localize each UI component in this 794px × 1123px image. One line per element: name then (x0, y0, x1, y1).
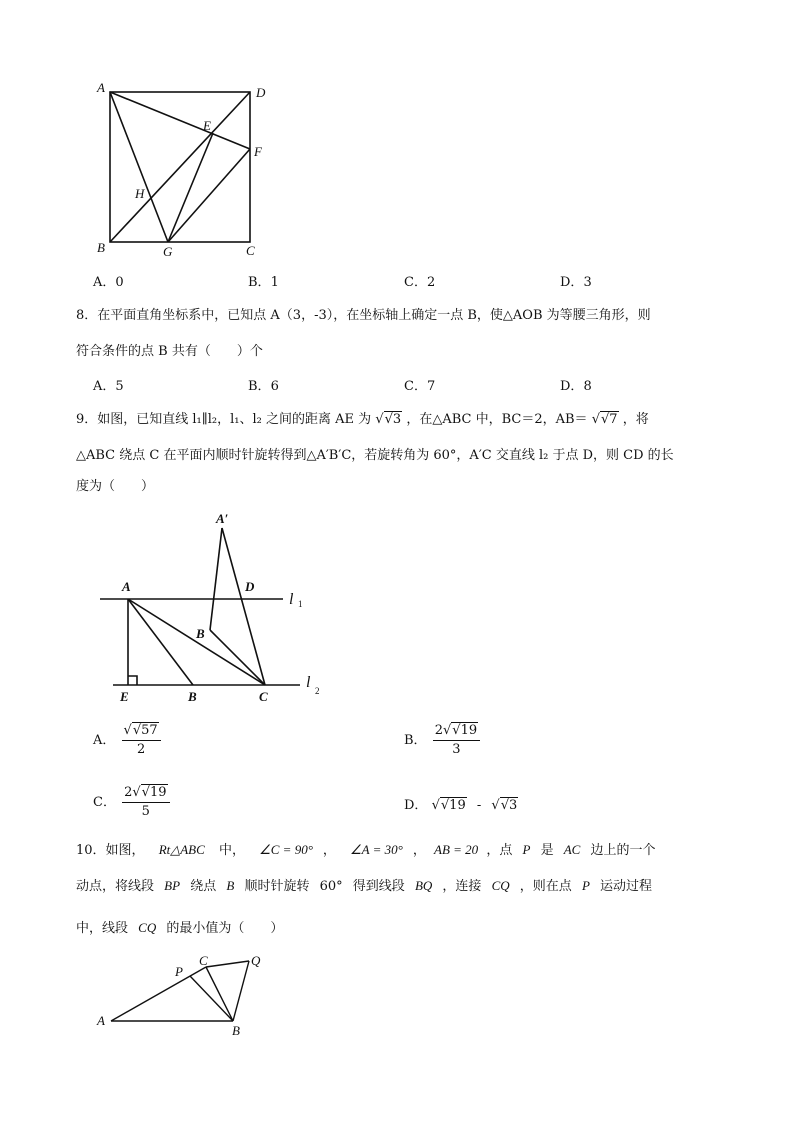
right-angle-mark (128, 676, 137, 685)
label-a: A (97, 1013, 105, 1028)
q8-stem-line1: 8．在平面直角坐标系中，已知点 A（3，-3），在坐标轴上确定一点 B，使△AOB 为等腰三角形，则 (76, 308, 651, 323)
q7-option-d[interactable]: D．3 (560, 275, 592, 290)
q9-stem-line2: △ABC 绕点 C 在平面内顺时针旋转得到△A′B′C，若旋转角为 60°，A′C 交直线 l₂ 于点 D，则 CD 的长 (76, 448, 674, 463)
segment-ac (111, 967, 206, 1021)
label-e: E (120, 689, 129, 704)
q10-stem-line1: 10．如图， Rt△ABC 中， ∠C = 90° ， ∠A = 30° ， AB = 20 ，点 P 是 AC 边上的一个 (76, 842, 656, 858)
q10-figure (0, 940, 794, 1040)
q8-option-d[interactable]: D．8 (560, 379, 592, 394)
fraction: $\frac{√√ 57}{2}$ (122, 722, 161, 759)
label-f: F (254, 144, 262, 159)
label-b: B (97, 240, 105, 255)
q8-option-a[interactable]: A．5 (93, 379, 124, 394)
segment-ge (168, 133, 213, 242)
sqrt-7: √√ 7 (592, 411, 619, 427)
label-c: C (199, 953, 208, 968)
q9-option-a[interactable]: A． $\frac{√√ 57}{2}$ (93, 722, 161, 759)
label-l1: l (289, 591, 294, 608)
label-p: P (175, 964, 183, 979)
label-d: D (256, 85, 266, 100)
label-a: A (97, 80, 105, 95)
q9-stem-line1: 9．如图，已知直线 l₁∥l₂，l₁、l₂ 之间的距离 AE 为 √√ 3 ，在△ABC 中，BC＝2，AB＝ √√ 7 ，将 (76, 410, 649, 430)
label-g: G (163, 244, 173, 259)
q10-stem-line2: 动点，将线段 BP 绕点 B 顺时针旋转 60° 得到线段 BQ ，连接 CQ ，则在点 P 运动过程 (76, 878, 653, 894)
segment-cq (206, 961, 249, 967)
q9-option-c[interactable]: C． $\frac{2√√ 19}{5}$ (93, 784, 170, 821)
segment-a-prime-b-prime (210, 528, 222, 630)
segment-gf (168, 149, 250, 242)
segment-bd (110, 92, 250, 242)
label-b-prime: B (196, 626, 205, 641)
label-a: A (122, 579, 131, 594)
q8-stem-line2: 符合条件的点 B 共有（ ）个 (76, 344, 263, 359)
q8-option-c[interactable]: C．7 (404, 379, 436, 394)
label-l2-sub: 2 (315, 686, 320, 696)
label-h: H (135, 186, 145, 201)
label-c: C (259, 689, 268, 704)
label-l1-sub: 1 (298, 599, 303, 609)
q7-option-a[interactable]: A．0 (93, 275, 124, 290)
label-c: C (246, 243, 255, 258)
q10-stem-line3: 中，线段 CQ 的最小值为（ ） (76, 920, 284, 936)
q7-option-b[interactable]: B．1 (248, 275, 279, 290)
segment-ab (128, 599, 193, 685)
label-e: E (203, 118, 211, 133)
q9-stem-line3: 度为（ ） (76, 479, 155, 494)
label-q: Q (251, 953, 261, 968)
segment-ag (110, 92, 168, 242)
q9-option-b[interactable]: B． $\frac{2√√ 19}{3}$ (404, 722, 480, 759)
q7-figure (0, 0, 794, 270)
q8-option-b[interactable]: B．6 (248, 379, 279, 394)
segment-bq (233, 961, 249, 1021)
label-l2: l (306, 674, 311, 691)
fraction: $\frac{2√√ 19}{5}$ (122, 784, 169, 821)
label-b: B (232, 1023, 240, 1038)
q9-option-d[interactable]: D． √√ 19 - √√ 3 (404, 794, 518, 813)
segment-cb (206, 967, 233, 1021)
segment-af (110, 92, 250, 149)
fraction: $\frac{2√√ 19}{3}$ (433, 722, 480, 759)
sqrt-3: √√ 3 (375, 411, 402, 427)
q7-option-c[interactable]: C．2 (404, 275, 436, 290)
q9-figure (0, 500, 794, 710)
segment-pb (190, 976, 233, 1021)
label-a-prime: A′ (216, 511, 229, 526)
label-b: B (188, 689, 197, 704)
label-d: D (245, 579, 255, 594)
